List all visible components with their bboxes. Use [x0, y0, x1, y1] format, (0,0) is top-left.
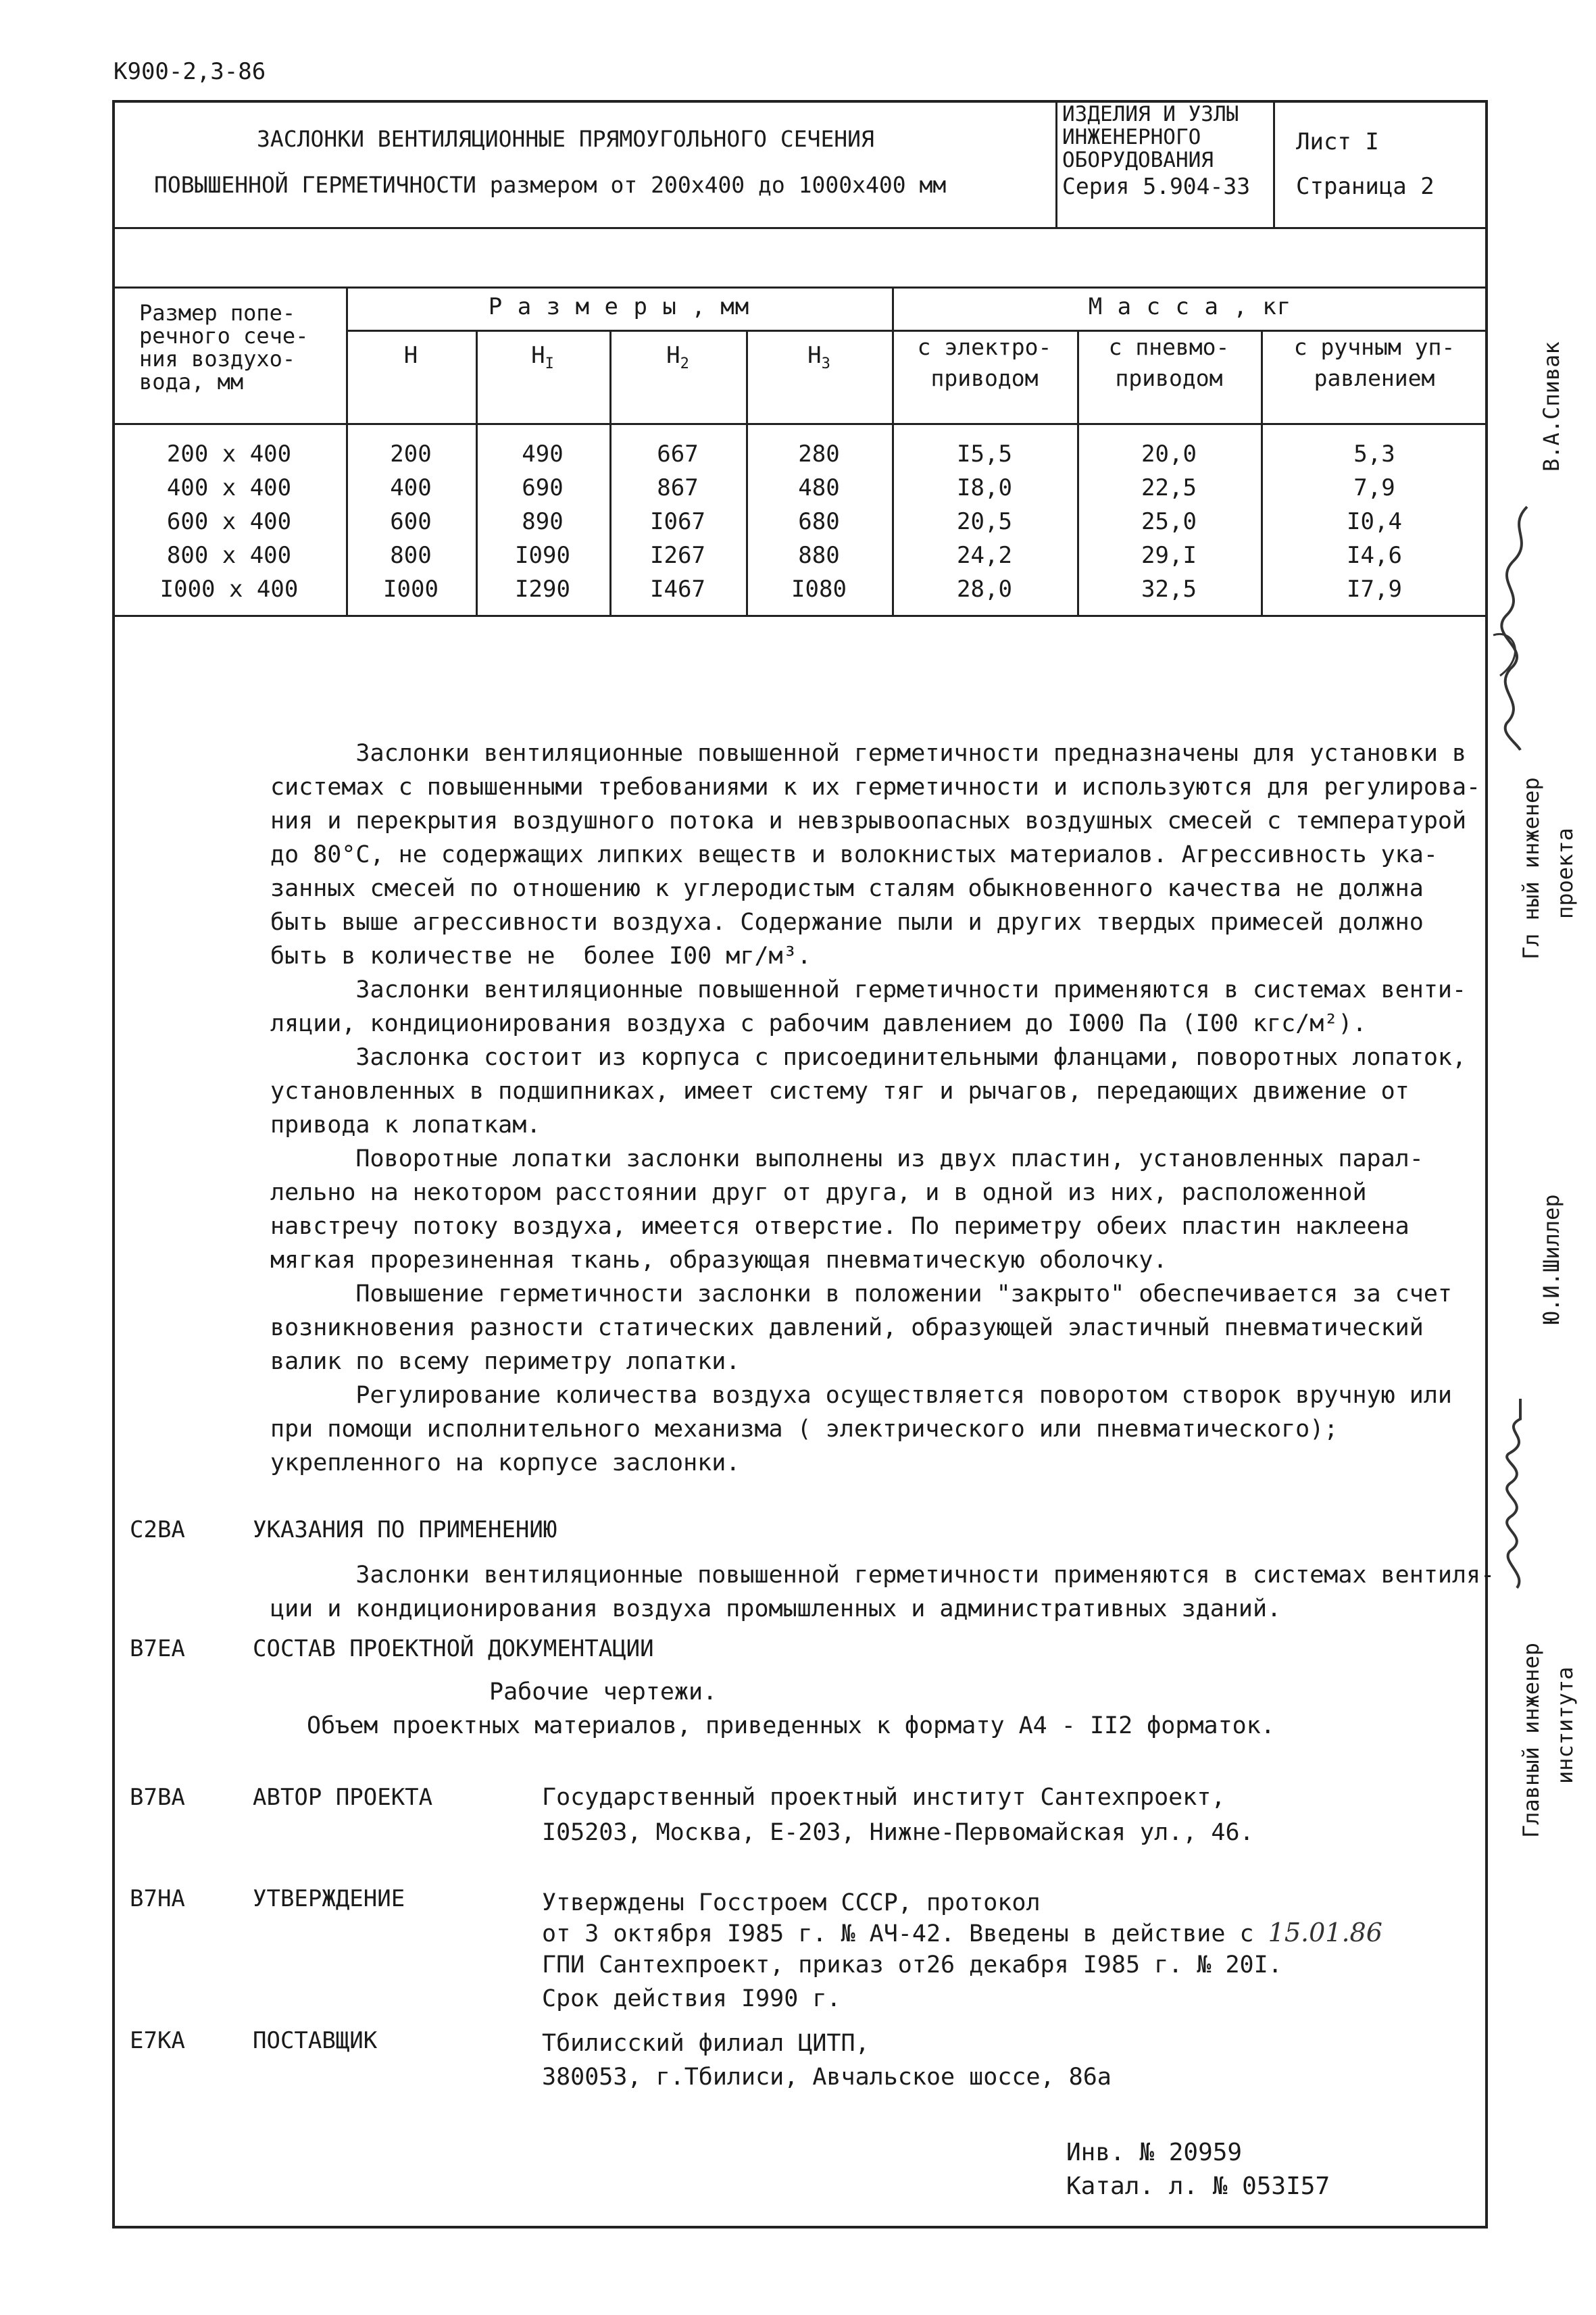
body-line: ния и перекрытия воздушного потока и невзрывоопасных воздушных смесей с температурой — [270, 807, 1467, 835]
margin-name-shiller: Ю.И.Шиллер — [1539, 1194, 1564, 1324]
table-cell-h1: 890 — [522, 508, 564, 535]
table-cell-mass-electric: 20,5 — [957, 508, 1012, 535]
table-cell-mass-manual: I0,4 — [1347, 508, 1402, 535]
approval-line-2 — [542, 1919, 1382, 1947]
author-line-1: Государственный проектный институт Сантехпроект, — [542, 1784, 1226, 1811]
margin-role-chief-institute-2: института — [1552, 1666, 1578, 1784]
body-line: установленных в подшипниках, имеет систему тяг и рычагов, передающих движение от — [270, 1078, 1410, 1105]
table-header-size-1: Размер попе- — [139, 300, 296, 326]
table-cell-h3: 280 — [798, 441, 840, 468]
body-line: укрепленного на корпусе заслонки. — [270, 1449, 741, 1476]
header-sheet: Лист I — [1296, 128, 1379, 155]
table-cell-size: 200 х 400 — [166, 441, 292, 468]
body-line: системах с повышенными требованиями к их герметичности и используются для регулирова- — [270, 774, 1481, 801]
table-header-h2-label: H — [666, 342, 680, 369]
table-header-h1 — [476, 342, 609, 378]
section-title-supplier: ПОСТАВЩИК — [253, 2027, 378, 2054]
body-line: Поворотные лопатки заслонки выполнены из двух пластин, установленных парал- — [270, 1145, 1424, 1172]
table-group-rule — [346, 330, 1488, 332]
body-line: мягкая прорезиненная ткань, образующая пневматическую оболочку. — [270, 1247, 1168, 1274]
body-line: лельно на некотором расстоянии друг от друга, и в одной из них, расположенной — [270, 1179, 1367, 1206]
section-code-supplier: Е7КА — [130, 2027, 185, 2054]
author-line-2: I05203, Москва, Е-203, Нижне-Первомайская ул., 46. — [542, 1819, 1254, 1846]
table-cell-mass-manual: I7,9 — [1347, 576, 1402, 603]
margin-role-chief-project-1: Гл ный инженер — [1518, 777, 1544, 960]
header-divider-1 — [1055, 100, 1057, 228]
supplier-line-2: 380053, г.Тбилиси, Авчальское шоссе, 86а — [542, 2064, 1112, 2091]
approval-line-3: ГПИ Сантехпроект, приказ от26 декабря I985 г. № 20I. — [542, 1951, 1282, 1978]
table-header-mass-pneumatic-1: с пневмо- — [1108, 334, 1230, 360]
table-cell-mass-electric: 24,2 — [957, 542, 1012, 569]
table-header-size-4: вода, мм — [139, 369, 244, 395]
approval-line-2-text: от 3 октября I985 г. № АЧ-42. Введены в действие с — [542, 1920, 1254, 1947]
body-line: навстречу потоку воздуха, имеется отверстие. По периметру обеих пластин наклеена — [270, 1213, 1410, 1240]
table-head-bottom-rule — [112, 423, 1488, 425]
blank-band-bottom-rule — [112, 287, 1488, 289]
documentation-line-2: Объем проектных материалов, приведенных к формату А4 - II2 форматок. — [307, 1712, 1275, 1739]
table-cell-h1: 690 — [522, 474, 564, 501]
approval-line-1: Утверждены Госстроем СССР, протокол — [542, 1889, 1041, 1916]
header-series: Серия 5.904-33 — [1062, 173, 1251, 199]
catalog-sheet-number: Катал. л. № 053I57 — [1066, 2172, 1330, 2200]
table-header-h: H — [403, 342, 418, 369]
table-group-dimensions: Р а з м е р ы , мм — [488, 293, 750, 320]
section-code-documentation: В7ЕА — [130, 1635, 185, 1662]
table-cell-mass-pneumatic: 22,5 — [1141, 474, 1197, 501]
table-cell-size: 400 х 400 — [166, 474, 292, 501]
table-cell-h: 400 — [390, 474, 432, 501]
table-cell-h3: 880 — [798, 542, 840, 569]
body-line: Заслонка состоит из корпуса с присоединительными фланцами, поворотных лопаток, — [270, 1044, 1467, 1071]
table-cell-h1: I090 — [515, 542, 570, 569]
table-cell-mass-pneumatic: 29,I — [1141, 542, 1197, 569]
table-cell-h3: I080 — [791, 576, 847, 603]
table-header-size-3: ния воздухо- — [139, 346, 296, 372]
header-bottom-rule — [112, 227, 1488, 229]
header-category-line3: ОБОРУДОВАНИЯ — [1062, 148, 1214, 172]
section-code-application: С2ВА — [130, 1516, 185, 1543]
document-code: К900-2,3-86 — [114, 58, 266, 85]
body-line: Регулирование количества воздуха осуществляется поворотом створок вручную или — [270, 1382, 1452, 1409]
table-cell-h2: I467 — [650, 576, 705, 603]
body-line: Заслонки вентиляционные повышенной герметичности предназначены для установки в — [270, 740, 1467, 767]
body-line: возникновения разности статических давлений, образующей эластичный пневматический — [270, 1314, 1424, 1341]
header-category-line1: ИЗДЕЛИЯ И УЗЛЫ — [1062, 102, 1239, 126]
table-cell-mass-manual: 7,9 — [1353, 474, 1395, 501]
table-header-h1-label: H — [531, 342, 545, 369]
table-group-mass: М а с с а , кг — [1088, 293, 1292, 320]
table-cell-h3: 480 — [798, 474, 840, 501]
table-header-h2 — [609, 342, 746, 378]
header-page: Страница 2 — [1296, 173, 1435, 200]
body-line: ляции, кондиционирования воздуха с рабочим давлением до I000 Па (I00 кгс/м²). — [270, 1010, 1367, 1037]
table-cell-mass-manual: I4,6 — [1347, 542, 1402, 569]
table-cell-h2: 667 — [657, 441, 699, 468]
header-divider-2 — [1273, 100, 1275, 228]
table-cell-mass-manual: 5,3 — [1353, 441, 1395, 468]
table-header-mass-electric-2: приводом — [930, 365, 1039, 391]
section-title-approval: УТВЕРЖДЕНИЕ — [253, 1885, 405, 1912]
table-header-mass-pneumatic-2: приводом — [1115, 365, 1223, 391]
body-line: быть в количестве не более I00 мг/м³. — [270, 943, 812, 970]
approval-line-4: Срок действия I990 г. — [542, 1985, 841, 2012]
margin-name-spivak: В.А.Спивак — [1539, 341, 1564, 472]
table-header-h3-label: H — [807, 342, 822, 369]
section-code-author: В7ВА — [130, 1784, 185, 1811]
table-cell-h2: I067 — [650, 508, 705, 535]
table-cell-h2: 867 — [657, 474, 699, 501]
table-cell-h: 600 — [390, 508, 432, 535]
section-title-author: АВТОР ПРОЕКТА — [253, 1784, 433, 1811]
table-cell-h2: I267 — [650, 542, 705, 569]
table-header-mass-manual-2: равлением — [1314, 365, 1435, 391]
signature-spivak — [1480, 500, 1554, 757]
documentation-line-1: Рабочие чертежи. — [489, 1678, 718, 1706]
table-cell-mass-electric: I5,5 — [957, 441, 1012, 468]
table-cell-size: 600 х 400 — [166, 508, 292, 535]
application-line: Заслонки вентиляционные повышенной герметичности применяются в системах вентиля- — [270, 1562, 1495, 1589]
table-cell-size: 800 х 400 — [166, 542, 292, 569]
table-cell-h: 800 — [390, 542, 432, 569]
section-title-application: УКАЗАНИЯ ПО ПРИМЕНЕНИЮ — [253, 1516, 557, 1543]
application-line: ции и кондиционирования воздуха промышленных и административных зданий. — [270, 1595, 1282, 1622]
header-title-line1: ЗАСЛОНКИ ВЕНТИЛЯЦИОННЫЕ ПРЯМОУГОЛЬНОГО СЕЧЕНИЯ — [257, 126, 874, 152]
body-line: до 80°С, не содержащих липких веществ и волокнистых материалов. Агрессивность ука- — [270, 841, 1438, 868]
inventory-number: Инв. № 20959 — [1066, 2139, 1243, 2166]
table-cell-mass-electric: I8,0 — [957, 474, 1012, 501]
body-line: при помощи исполнительного механизма ( электрического или пневматического); — [270, 1416, 1339, 1443]
body-line: Заслонки вентиляционные повышенной герметичности применяются в системах венти- — [270, 976, 1467, 1003]
table-cell-h1: I290 — [515, 576, 570, 603]
table-cell-mass-pneumatic: 25,0 — [1141, 508, 1197, 535]
table-header-h3 — [746, 342, 892, 378]
table-header-size-2: речного сече- — [139, 323, 309, 349]
supplier-line-1: Тбилисский филиал ЦИТП, — [542, 2030, 870, 2057]
margin-role-chief-institute-1: Главный инженер — [1518, 1643, 1544, 1838]
body-line: Повышение герметичности заслонки в положении "закрыто" обеспечивается за счет — [270, 1280, 1452, 1308]
table-cell-mass-pneumatic: 32,5 — [1141, 576, 1197, 603]
header-title-line2: ПОВЫШЕННОЙ ГЕРМЕТИЧНОСТИ размером от 200х400 до 1000х400 мм — [154, 172, 947, 198]
table-header-h1-sub: I — [545, 355, 554, 372]
body-line: быть выше агрессивности воздуха. Содержание пыли и других твердых примесей должно — [270, 909, 1424, 936]
section-title-documentation: СОСТАВ ПРОЕКТНОЙ ДОКУМЕНТАЦИИ — [253, 1635, 654, 1662]
table-cell-mass-electric: 28,0 — [957, 576, 1012, 603]
header-category-line2: ИНЖЕНЕРНОГО — [1062, 125, 1201, 149]
table-bottom-rule — [112, 615, 1488, 617]
table-cell-h3: 680 — [798, 508, 840, 535]
approval-handwritten-date: 15.01.86 — [1268, 1918, 1382, 1947]
table-header-h3-sub: 3 — [821, 355, 830, 372]
table-header-h2-sub: 2 — [680, 355, 689, 372]
table-cell-mass-pneumatic: 20,0 — [1141, 441, 1197, 468]
table-cell-h: 200 — [390, 441, 432, 468]
table-header-mass-manual-1: с ручным уп- — [1293, 334, 1455, 360]
table-cell-h: I000 — [383, 576, 439, 603]
table-header-mass-electric-1: с электро- — [917, 334, 1052, 360]
body-line: привода к лопаткам. — [270, 1112, 541, 1139]
section-code-approval: В7НА — [130, 1885, 185, 1912]
signature-shiller — [1487, 1392, 1547, 1595]
table-cell-h1: 490 — [522, 441, 564, 468]
margin-role-chief-project-2: проекта — [1552, 828, 1578, 919]
body-line: занных смесей по отношению к углеродистым сталям обыкновенного качества не должна — [270, 875, 1424, 902]
table-cell-size: I000 х 400 — [159, 576, 299, 603]
body-line: валик по всему периметру лопатки. — [270, 1348, 741, 1375]
